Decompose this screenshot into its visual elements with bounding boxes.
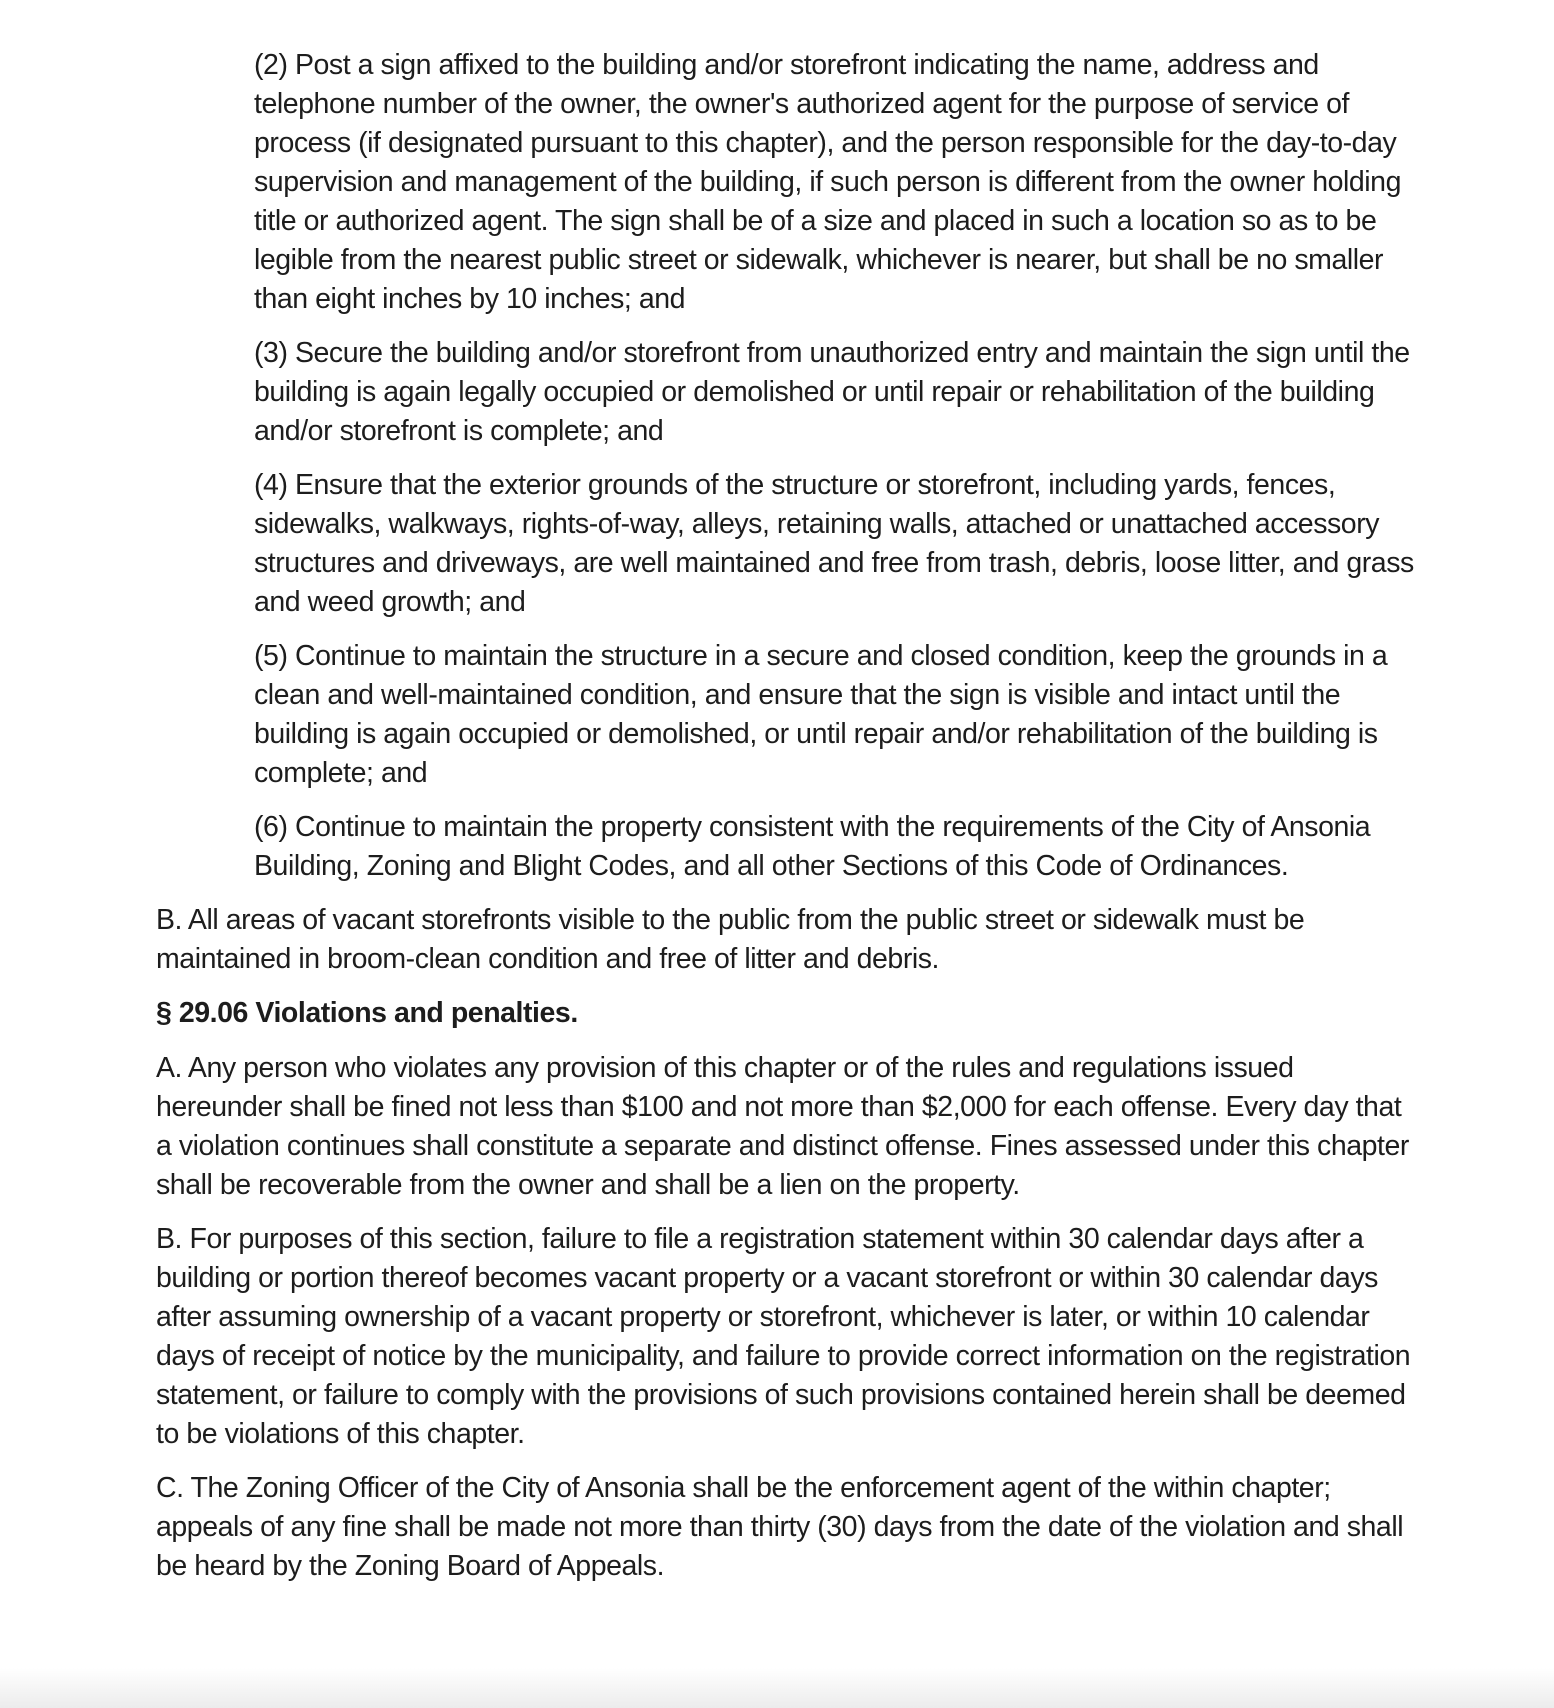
paragraph-b: B. For purposes of this section, failure to file a registration statement within 30 calendar days after a building or portion thereof becomes vacant property or a vacant storefront or within 30 calendar days after assuming ownership of a vacant property or storefront, whichever is later, or within 10 calendar days of receipt of notice by the municipality, and failure to provide correct information on the registration statement, or failure to comply with the provisions of such provisions contained herein shall be deemed to be violations of this chapter. (156, 1223, 1411, 1450)
paragraph-c: C. The Zoning Officer of the City of Ansonia shall be the enforcement agent of the within chapter; appeals of any fine shall be made not more than thirty (30) days from the date of the violation and shall be heard by the Zoning Board of Appeals. (156, 1472, 1404, 1582)
list-item-4: (4) Ensure that the exterior grounds of the structure or storefront, including yards, fences, sidewalks, walkways, rights-of-way, alleys, retaining walls, attached or unattached accessory structures and driveways, are well maintained and free from trash, debris, loose litter, and grass and weed growth; and (254, 469, 1414, 618)
document-body (156, 46, 1416, 1601)
paragraph-b-storefronts: B. All areas of vacant storefronts visible to the public from the public street or sidewalk must be maintained in broom-clean condition and free of litter and debris. (156, 904, 1305, 975)
list-item-2: (2) Post a sign affixed to the building and/or storefront indicating the name, address and telephone number of the owner, the owner's authorized agent for the purpose of service of process (if designated pursuant to this chapter), and the person responsible for the day-to-day supervision and management of the building, if such person is different from the owner holding title or authorized agent. The sign shall be of a size and placed in such a location so as to be legible from the nearest public street or sidewalk, whichever is nearer, but shall be no smaller than eight inches by 10 inches; and (254, 49, 1401, 315)
section-heading: § 29.06 Violations and penalties. (156, 997, 578, 1029)
list-item-6: (6) Continue to maintain the property consistent with the requirements of the City of Ansonia Building, Zoning and Blight Codes, and all other Sections of this Code of Ordinances. (254, 811, 1371, 882)
list-item-3: (3) Secure the building and/or storefront from unauthorized entry and maintain the sign until the building is again legally occupied or demolished or until repair or rehabilitation of the building and/or storefront is complete; and (254, 337, 1410, 447)
paragraph-a: A. Any person who violates any provision of this chapter or of the rules and regulations issued hereunder shall be fined not less than $100 and not more than $2,000 for each offense. Every day that a violation continues shall constitute a separate and distinct offense. Fines assessed under this chapter shall be recoverable from the owner and shall be a lien on the property. (156, 1052, 1409, 1201)
page-bottom-edge (0, 1668, 1554, 1708)
list-item-5: (5) Continue to maintain the structure in a secure and closed condition, keep the grounds in a clean and well-maintained condition, and ensure that the sign is visible and intact until the building is again occupied or demolished, or until repair and/or rehabilitation of the building is complete; and (254, 640, 1388, 789)
